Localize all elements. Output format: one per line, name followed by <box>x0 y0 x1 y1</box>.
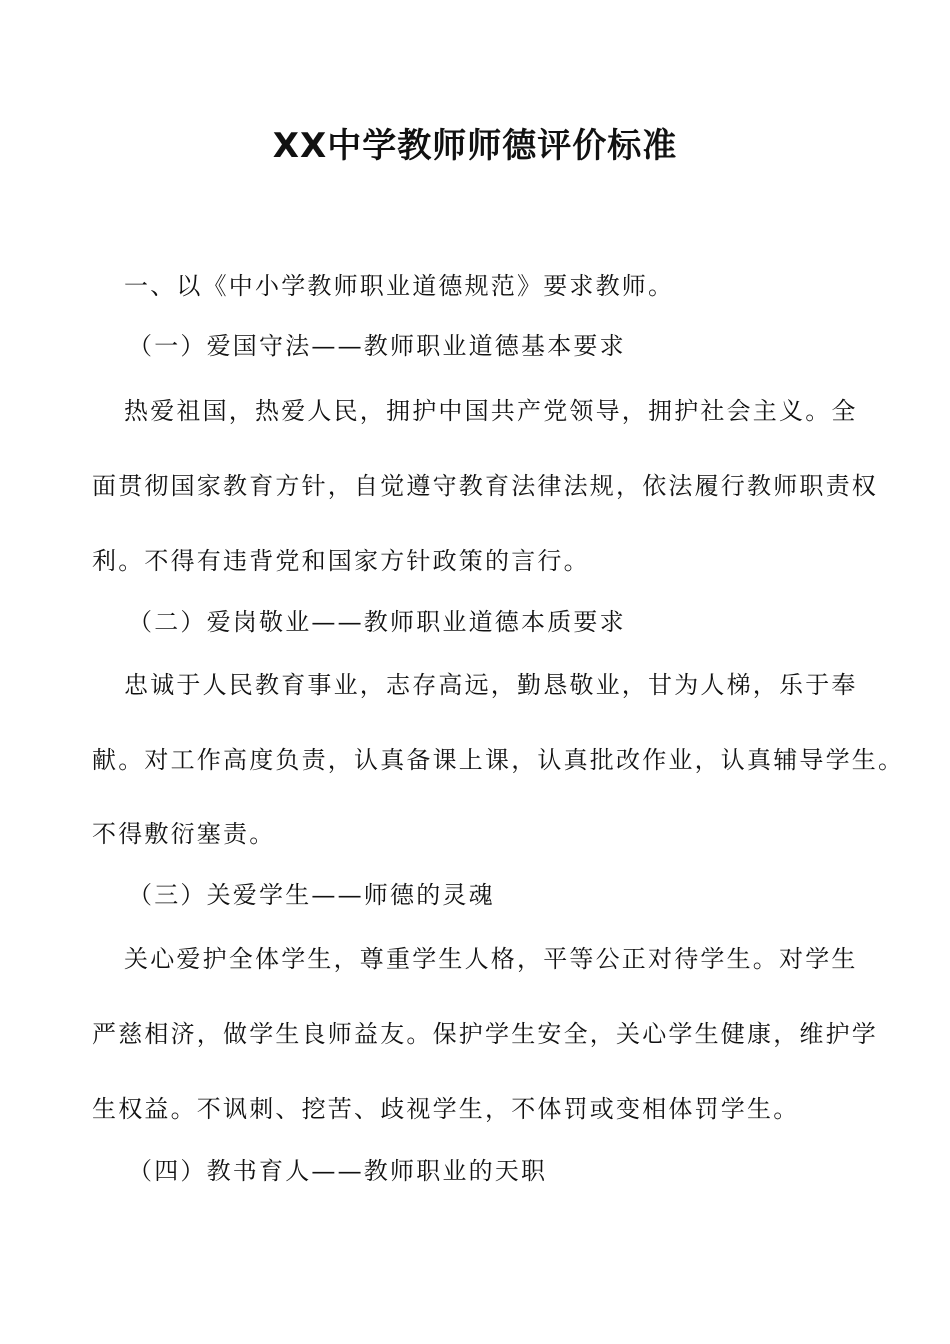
item-1-text-line: 面贯彻国家教育方针，自觉遵守教育法律法规，依法履行教师职责权 <box>92 472 878 500</box>
item-3-text-line: 关心爱护全体学生，尊重学生人格，平等公正对待学生。对学生 <box>124 945 858 973</box>
item-3-text-line: 严慈相济，做学生良师益友。保护学生安全，关心学生健康，维护学 <box>92 1020 878 1048</box>
item-3-heading: （三）关爱学生——师德的灵魂 <box>128 881 495 909</box>
item-2-text-line: 献。对工作高度负责，认真备课上课，认真批改作业，认真辅导学生。 <box>92 746 905 774</box>
item-1-text-line: 利。不得有违背党和国家方针政策的言行。 <box>92 547 590 575</box>
item-4-heading: （四）教书育人——教师职业的天职 <box>128 1157 548 1185</box>
item-2-text-line: 不得敷衍塞责。 <box>92 820 276 848</box>
item-3-text-line: 生权益。不讽刺、挖苦、歧视学生，不体罚或变相体罚学生。 <box>92 1095 800 1123</box>
item-2-text-line: 忠诚于人民教育事业，志存高远，勤恳敬业，甘为人梯，乐于奉 <box>124 671 858 699</box>
section-one-heading: 一、以《中小学教师职业道德规范》要求教师。 <box>124 272 675 300</box>
item-1-text-line: 热爱祖国，热爱人民，拥护中国共产党领导，拥护社会主义。全 <box>124 397 858 425</box>
item-2-heading: （二）爱岗敬业——教师职业道德本质要求 <box>128 608 626 636</box>
document-title: XX中学教师师德评价标准 <box>272 126 678 166</box>
item-1-heading: （一）爱国守法——教师职业道德基本要求 <box>128 332 626 360</box>
